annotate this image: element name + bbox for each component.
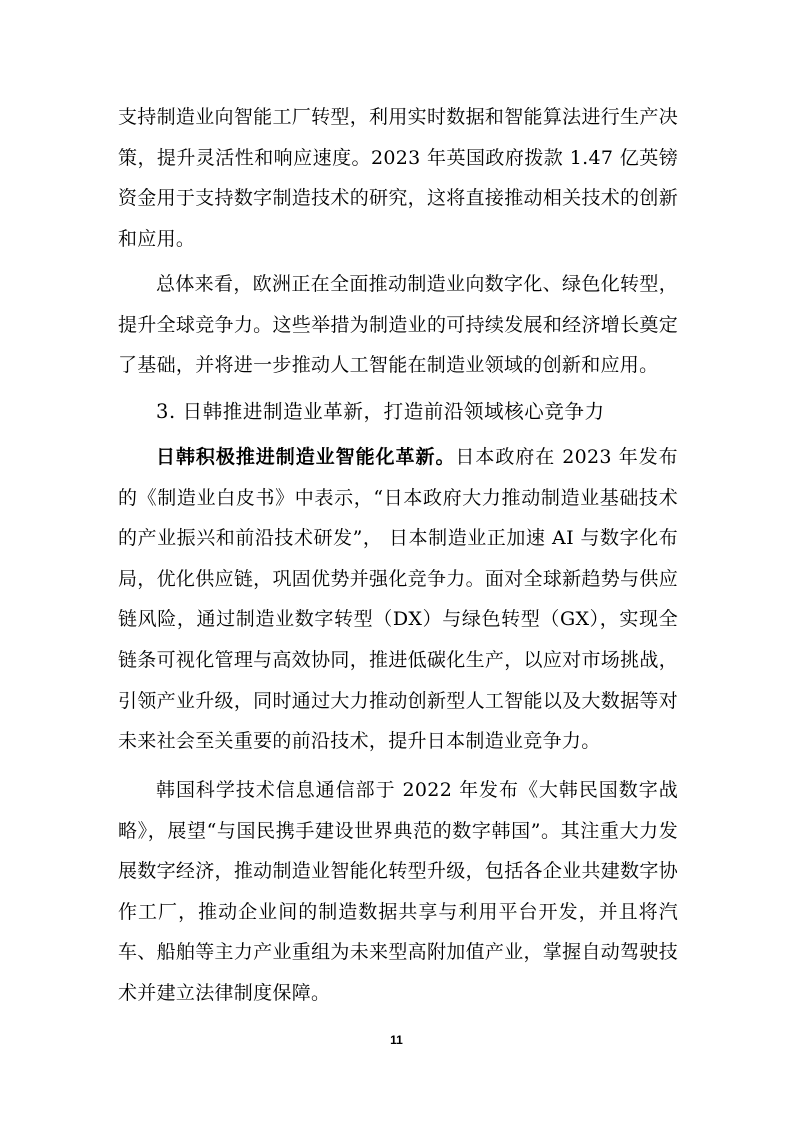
paragraph-japan	[118, 437, 678, 762]
paragraph-japan-body: 日本政府在 2023 年发布的《制造业白皮书》中表示，“日本政府大力推动制造业基础技术的产业振兴和前沿技术研发”， 日本制造业正加速 AI 与数字化布局，优化供应链，巩固优势并强化竞争力。面对全球新趋势与供应链风险，通过制造业数字转型（DX）与绿色转型（GX），实现全链条可视化管理与高效协同，推进低碳化生产，以应对市场挑战，引领产业升级，同时通过大力推动创新型人工智能以及大数据等对未来社会至关重要的前沿技术，提升日本制造业竞争力。	[118, 446, 678, 753]
page-number: 11	[390, 1033, 403, 1047]
paragraph-europe-summary: 总体来看，欧洲正在全面推动制造业向数字化、绿色化转型，提升全球竞争力。这些举措为制造业的可持续发展和经济增长奠定了基础，并将进一步推动人工智能在制造业领域的创新和应用。	[118, 273, 678, 377]
paragraph-uk-funding: 支持制造业向智能工厂转型，利用实时数据和智能算法进行生产决策，提升灵活性和响应速度。2023 年英国政府拨款 1.47 亿英镑资金用于支持数字制造技术的研究，这将直接推动相关技术的创新和应用。	[118, 106, 678, 250]
paragraph-japan-lead: 日韩积极推进制造业智能化革新。	[156, 446, 456, 468]
paragraph-korea: 韩国科学技术信息通信部于 2022 年发布《大韩民国数字战略》，展望“与国民携手建设世界典范的数字韩国”。其注重大力发展数字经济，推动制造业智能化转型升级，包括各企业共建数字协作工厂，推动企业间的制造数据共享与利用平台开发，并且将汽车、船舶等主力产业重组为未来型高附加值产业，掌握自动驾驶技术并建立法律制度保障。	[118, 779, 678, 1004]
section-heading-japan-korea: 3. 日韩推进制造业革新，打造前沿领域核心竞争力	[156, 400, 605, 423]
